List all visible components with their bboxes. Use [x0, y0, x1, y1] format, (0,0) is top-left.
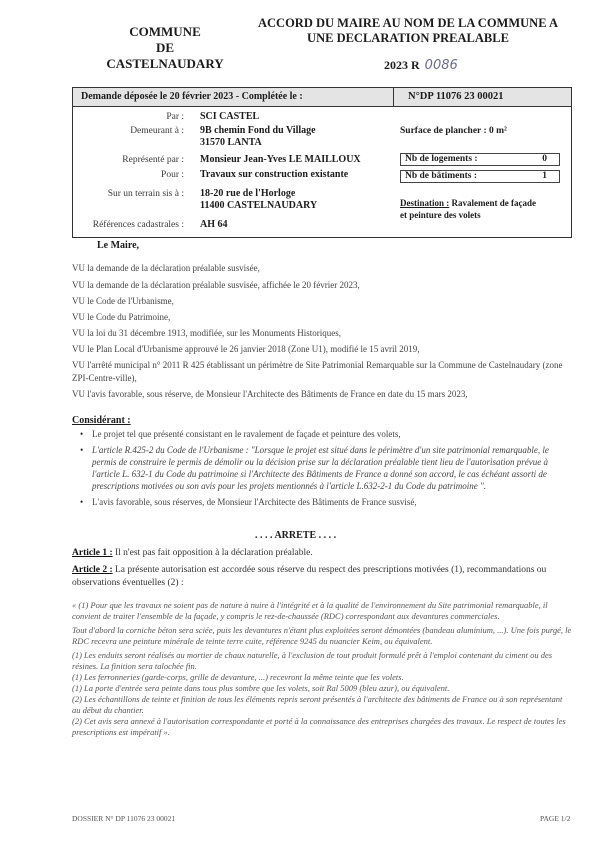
prescription-paragraph: « (1) Pour que les travaux ne soient pas de nature à nuire à l'intégrité et à la qualité de l'environnement du Site patrimonial remarquable, il convient de traiter l'ensemble de la façade, y compris le rez-de-chaussée (RDC) correspondant aux devantures commerciales.	[72, 600, 548, 621]
nb-batiments-label: Nb de bâtiments :	[405, 171, 478, 181]
commune-line-1: COMMUNE	[129, 24, 201, 39]
accord-line-1: ACCORD DU MAIRE AU NOM DE LA COMMUNE A	[258, 16, 558, 30]
destination-label: Destination :	[400, 198, 450, 208]
vu-line: VU le Code du Patrimoine,	[72, 312, 171, 322]
address-label: Demeurant à :	[130, 126, 184, 136]
footer-page: PAGE 1/2	[540, 814, 571, 823]
for-value: Travaux sur construction existante	[200, 169, 349, 180]
by-value: SCI CASTEL	[200, 111, 260, 122]
arrete-number	[384, 58, 458, 73]
prescription-paragraph: (1) La porte d'entrée sera peinte dans tous plus sombre que les volets, soit Ral 5009 (bleu azur), ou équivalent.	[72, 683, 450, 693]
vu-line: VU le Code de l'Urbanisme,	[72, 296, 174, 306]
article-1-title: Article 1 :	[72, 548, 113, 558]
deposit-date: Demande déposée le 20 février 2023 - Complétée le :	[81, 91, 303, 102]
vu-line: VU l'arrêté municipal n° 2011 R 425 établissant un périmètre de Site Patrimonial Remarquable sur la Commune de Castelnaudary (zone ZPI-Centre-ville),	[72, 360, 563, 383]
request-header-row	[73, 88, 571, 107]
vu-line: VU la loi du 31 décembre 1913, modifiée, sur les Monuments Historiques,	[72, 328, 341, 338]
prescription-paragraph: (1) Les ferronneries (garde-corps, grille de devanture, ...) recevront la même teinte que les volets.	[72, 672, 404, 682]
nb-logements-box	[400, 153, 560, 166]
considerant-item: • L'avis favorable, sous réserves, de Monsieur l'Architecte des Bâtiments de France susvisé,	[72, 496, 572, 508]
vu-line: VU la demande de la déclaration préalable susvisée,	[72, 263, 260, 273]
address-line-1: 9B chemin Fond du Village	[200, 125, 316, 136]
accord-heading	[248, 16, 568, 46]
arrete-prefix: 2023 R	[384, 58, 420, 72]
footer-dossier: DOSSIER N° DP 11076 23 00021	[72, 814, 176, 823]
arrete-handwritten-number: 0086	[424, 58, 458, 73]
nb-batiments-value: 1	[542, 171, 547, 181]
maire-label: Le Maire,	[97, 240, 140, 251]
nb-logements-label: Nb de logements :	[405, 154, 478, 164]
nb-batiments-box	[400, 170, 560, 183]
article-2	[72, 564, 572, 589]
vu-list	[72, 262, 572, 402]
destination	[400, 198, 536, 208]
vu-line: VU l'avis favorable, sous réserve, de Monsieur l'Architecte des Bâtiments de France en date du 15 mars 2023,	[72, 389, 468, 399]
rep-value: Monsieur Jean-Yves LE MAILLOUX	[200, 154, 361, 165]
land-line-1: 18-20 rue de l'Horloge	[200, 188, 296, 199]
by-label: Par :	[166, 112, 184, 122]
commune-line-2: DE	[155, 40, 175, 55]
rep-label: Représenté par :	[122, 155, 184, 165]
considerant-heading: Considérant :	[72, 415, 131, 426]
considerant-item: • Le projet tel que présenté consistant en le ravalement de façade et peinture des volets,	[72, 428, 572, 440]
header-divider	[393, 88, 394, 107]
land-line-2: 11400 CASTELNAUDARY	[200, 200, 318, 211]
address-line-2: 31570 LANTA	[200, 137, 262, 148]
vu-line: VU le Plan Local d'Urbanisme approuvé le 26 janvier 2018 (Zone U1), modifié le 15 avril 2019,	[72, 344, 420, 354]
prescription-paragraph: Tout d'abord la corniche béton sera sciée, puis les devantures n'étant plus exploitées seront démontées (bandeau aluminium, ...). Une fois purgé, le RDC recevra une peinture minérale de teinte terre cuite, référence 9245 du nuancier Keim, ou équivalent.	[72, 625, 572, 646]
article-1-text: Il n'est pas fait opposition à la déclaration préalable.	[115, 548, 313, 558]
considerant-item: • L'article R.425-2 du Code de l'Urbanisme : "Lorsque le projet est situé dans le périmètre d'un site patrimonial remarquable, le permis de construire le permis de démolir ou la décision prise sur la déclaration préalable tient lieu de l'autorisation prévue à l'article L. 632-1 du Code du patrimoine si l'Architecte des Bâtiments de France a donné son accord, le cas échéant assorti de prescriptions motivées ou son avis pour les projets mentionnés à l'article L.632-2-1 du Code du patrimoine ".	[72, 444, 572, 492]
land-label: Sur un terrain sis à :	[107, 189, 184, 199]
prescription-paragraph: (1) Les enduits seront réalisés au mortier de chaux naturelle, à l'exclusion de tout produit formulé prêt à l'emploi contenant du ciment ou des résines. La finition sera talochée fin.	[72, 650, 553, 671]
prescription-paragraph: (2) Cet avis sera annexé à l'autorisation correspondante et porté à la connaissance des entreprises chargées des travaux. Le respect de toutes les prescriptions est impératif ».	[72, 716, 566, 737]
nb-logements-value: 0	[542, 154, 547, 164]
commune-line-3: CASTELNAUDARY	[106, 56, 224, 71]
article-2-text: La présente autorisation est accordée sous réserve du respect des prescriptions motivées (1), recommandations ou observations éventuelles (2) :	[72, 565, 547, 588]
commune-heading	[80, 24, 250, 72]
considerant-list	[72, 428, 572, 508]
cad-label: Références cadastrales :	[92, 220, 184, 230]
article-2-title: Article 2 :	[72, 565, 113, 575]
destination-value-2: et peinture des volets	[400, 210, 481, 220]
arrete-heading: . . . . ARRETE . . . .	[255, 530, 337, 541]
floor-area: Surface de plancher : 0 m²	[400, 126, 507, 136]
considerant-title	[72, 410, 131, 428]
prescriptions-block	[72, 600, 572, 738]
cad-value: AH 64	[200, 219, 228, 230]
destination-value: Ravalement de façade	[451, 198, 536, 208]
accord-line-2: UNE DECLARATION PREALABLE	[307, 31, 509, 45]
for-label: Pour :	[161, 170, 184, 180]
prescription-paragraph: (2) Les échantillons de teinte et finition de tous les éléments repris seront présentés à l'architecte des bâtiments de France ou à son représentant au début du chantier.	[72, 694, 563, 715]
dossier-reference: N°DP 11076 23 00021	[408, 91, 504, 102]
vu-line: VU la demande de la déclaration préalable susvisée, affichée le 20 février 2023,	[72, 280, 360, 290]
article-1	[72, 547, 572, 560]
